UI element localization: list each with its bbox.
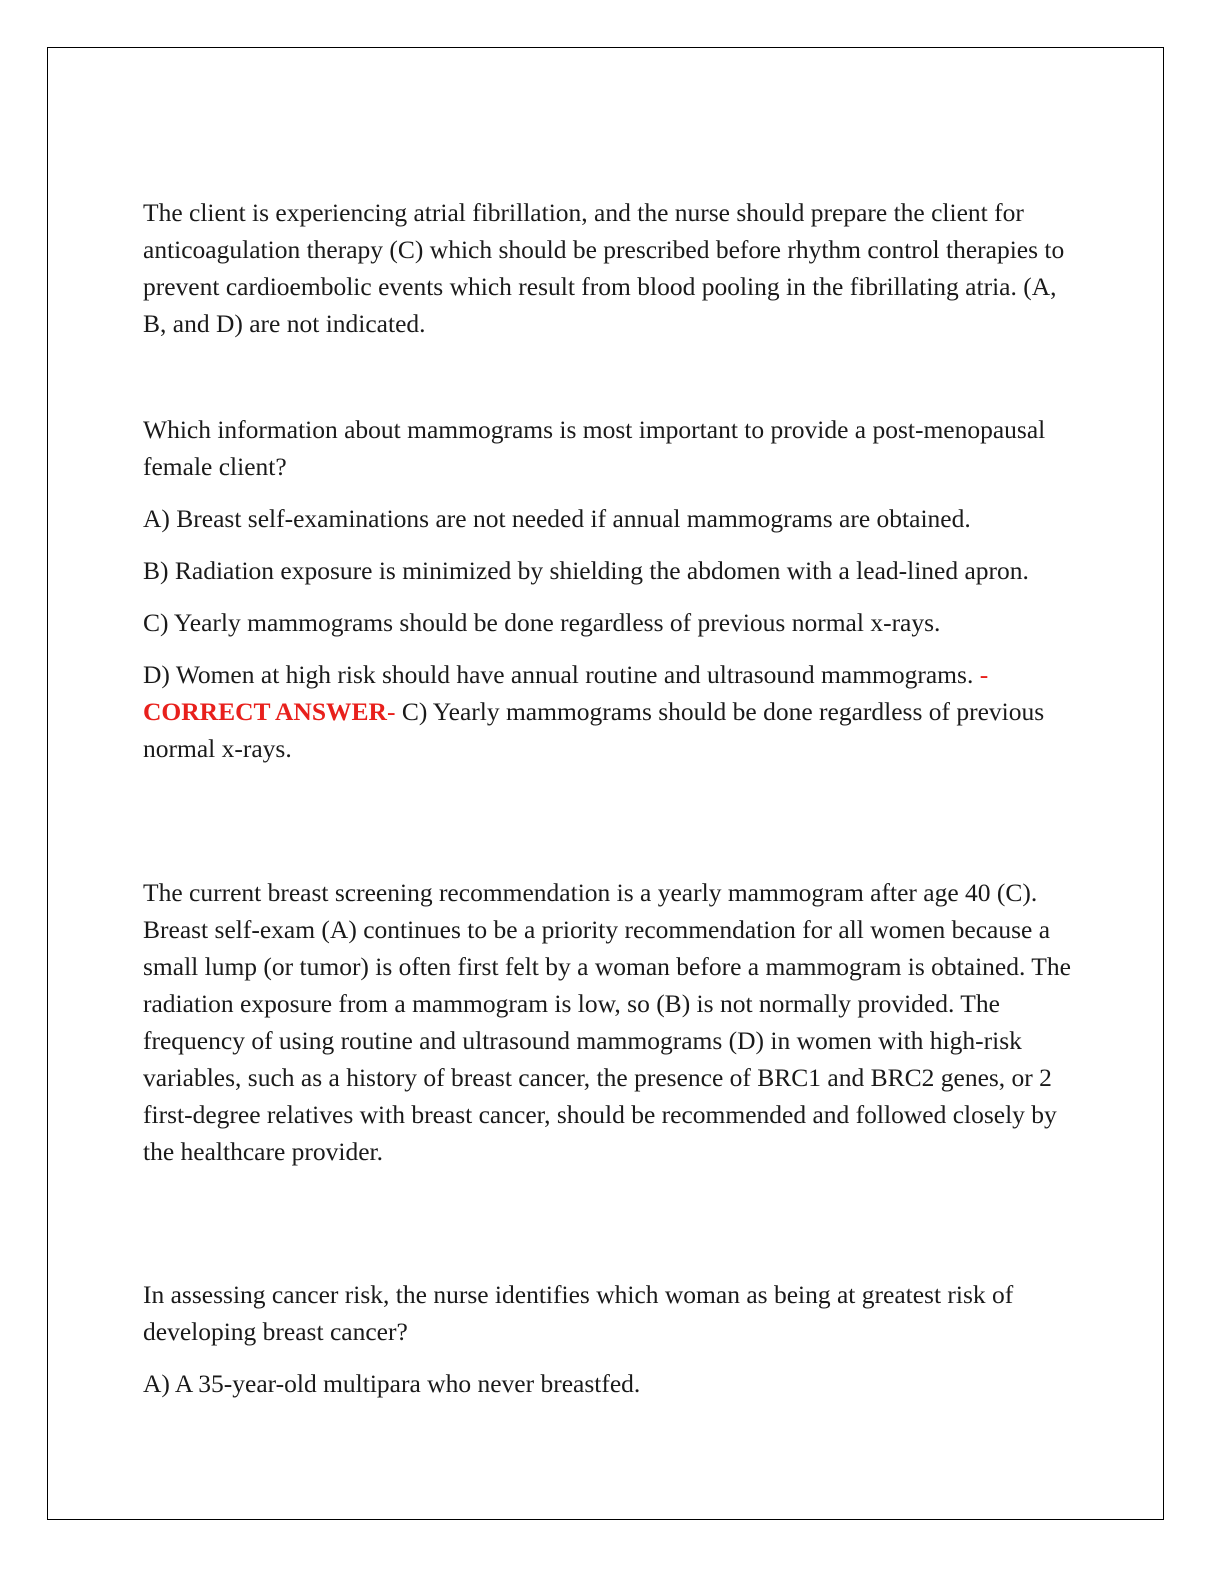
rationale-block-2: [143, 874, 1078, 1170]
rationale-text: The client is experiencing atrial fibrillation, and the nurse should prepare the client for anticoagulation therapy (C) which should be prescribed before rhythm control therapies to prevent cardioembolic events which result from blood pooling in the fibrillating atria. (A, B, and D) are not indicated.: [143, 198, 1065, 338]
option-a: A) Breast self-examinations are not needed if annual mammograms are obtained.: [143, 504, 971, 533]
option-b: B) Radiation exposure is minimized by shielding the abdomen with a lead-lined apron.: [143, 556, 1029, 585]
question-block-3: [143, 1276, 1078, 1402]
option-c: C) Yearly mammograms should be done regardless of previous normal x-rays.: [143, 608, 941, 637]
question-stem: Which information about mammograms is most important to provide a post-menopausal female client?: [143, 415, 1046, 481]
answer-separator: -: [973, 660, 989, 689]
question-stem: In assessing cancer risk, the nurse identifies which woman as being at greatest risk of developing breast cancer?: [143, 1280, 1014, 1346]
option-d-with-answer: [143, 656, 1078, 767]
answer-label-dash: -: [386, 697, 396, 726]
option-a: A) A 35-year-old multipara who never breastfed.: [143, 1369, 641, 1398]
rationale-block-1: [143, 194, 1078, 342]
correct-answer-label: CORRECT ANSWER: [143, 697, 387, 726]
correct-answer-text: C) Yearly mammograms should be done regardless of previous normal x-rays.: [143, 697, 1045, 763]
question-block-2: [143, 411, 1078, 767]
option-d: D) Women at high risk should have annual routine and ultrasound mammograms.: [143, 660, 974, 689]
rationale-text: The current breast screening recommendation is a yearly mammogram after age 40 (C). Breast self-exam (A) continues to be a priority recommendation for all women because a small lump (or tumor) is often first felt by a woman before a mammogram is obtained. The radiation exposure from a mammogram is low, so (B) is not normally provided. The frequency of using routine and ultrasound mammograms (D) in women with high-risk variables, such as a history of breast cancer, the presence of BRC1 and BRC2 genes, or 2 first-degree relatives with breast cancer, should be recommended and followed closely by the healthcare provider.: [143, 878, 1071, 1166]
